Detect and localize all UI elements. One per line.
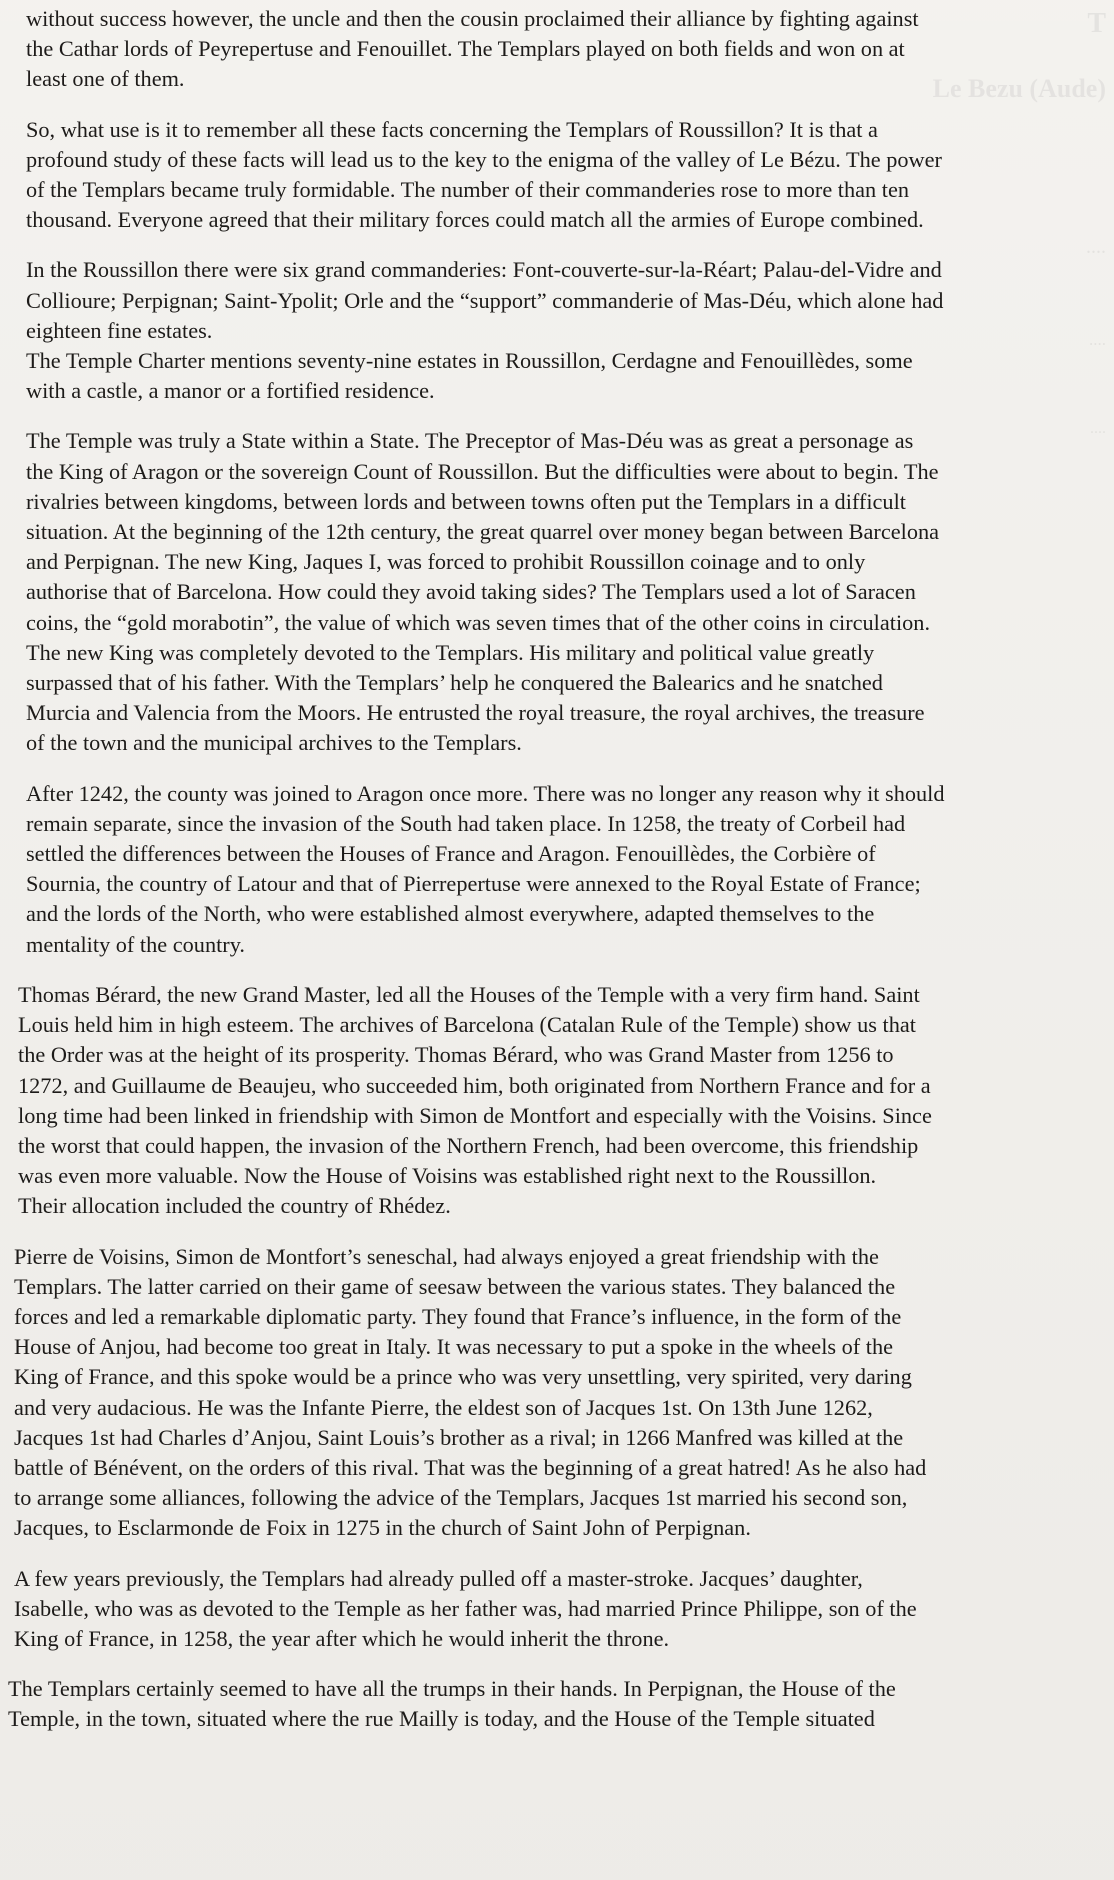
- text-line: So, what use is it to remember all these facts concerning the Templars of Roussillon? It is that a: [26, 116, 878, 142]
- text-line: coins, the “gold morabotin”, the value of which was seven times that of the other coins in circulation.: [26, 609, 931, 635]
- paragraph-5: [26, 779, 1110, 960]
- text-line: Jacques 1st had Charles d’Anjou, Saint Louis’s brother as a rival; in 1266 Manfred was killed at the: [14, 1424, 904, 1450]
- paragraph-1: [26, 4, 1110, 95]
- paragraph-gap: [6, 95, 1110, 115]
- text-line: Templars. The latter carried on their game of seesaw between the various states. They balanced the: [14, 1273, 896, 1299]
- text-line: thousand. Everyone agreed that their military forces could match all the armies of Europe combined.: [26, 207, 924, 233]
- paragraph-4: [26, 426, 1110, 758]
- text-line: Pierre de Voisins, Simon de Montfort’s seneschal, had always enjoyed a great friendship with the: [14, 1243, 879, 1269]
- text-line: The new King was completely devoted to the Templars. His military and political value greatly: [26, 639, 875, 665]
- text-line: surpassed that of his father. With the Templars’ help he conquered the Balearics and he snatched: [26, 670, 883, 696]
- bleed-through-line: T: [1087, 8, 1106, 39]
- paragraph-gap: [6, 1544, 1110, 1564]
- text-line: the Order was at the height of its prosperity. Thomas Bérard, who was Grand Master from 1256 to: [18, 1042, 894, 1068]
- text-line: Temple, in the town, situated where the rue Mailly is today, and the House of the Temple situated: [8, 1706, 875, 1732]
- text-line: House of Anjou, had become too great in Italy. It was necessary to put a spoke in the wheels of the: [14, 1334, 894, 1360]
- text-line: The Temple Charter mentions seventy-nine estates in Roussillon, Cerdagne and Fenouillèdes, some: [26, 348, 913, 374]
- paragraph-9: [8, 1674, 1110, 1734]
- text-line: Thomas Bérard, the new Grand Master, led all the Houses of the Temple with a very firm hand. Saint: [18, 981, 920, 1007]
- text-line: authorise that of Barcelona. How could they avoid taking sides? The Templars used a lot of Saracen: [26, 579, 916, 605]
- text-line: to arrange some alliances, following the advice of the Templars, Jacques 1st married his second son,: [14, 1485, 908, 1511]
- paragraph-gap: [6, 1222, 1110, 1242]
- text-line: settled the differences between the Houses of France and Aragon. Fenouillèdes, the Corbière of: [26, 841, 876, 867]
- text-line: Their allocation included the country of Rhédez.: [18, 1193, 451, 1219]
- text-line: The Templars certainly seemed to have all the trumps in their hands. In Perpignan, the House of the: [8, 1676, 896, 1702]
- text-line: Louis held him in high esteem. The archives of Barcelona (Catalan Rule of the Temple) show us that: [18, 1012, 916, 1038]
- text-line: battle of Bénévent, on the orders of this rival. That was the beginning of a great hatred! As he also had: [14, 1454, 927, 1480]
- text-line: the Cathar lords of Peyrepertuse and Fenouillet. The Templars played on both fields and won on at: [26, 36, 905, 62]
- text-line: eighteen fine estates.: [26, 317, 213, 343]
- text-line: Murcia and Valencia from the Moors. He entrusted the royal treasure, the royal archives, the treasure: [26, 700, 925, 726]
- text-line: and Perpignan. The new King, Jaques I, was forced to prohibit Roussillon coinage and to only: [26, 549, 866, 575]
- text-line: without success however, the uncle and then the cousin proclaimed their alliance by fighting against: [26, 6, 919, 31]
- text-line: of the town and the municipal archives to the Templars.: [26, 730, 522, 756]
- text-line: was even more valuable. Now the House of Voisins was established right next to the Roussillon.: [18, 1163, 877, 1189]
- document-body: [6, 4, 1110, 1735]
- paragraph-3: [26, 255, 1110, 406]
- text-line: situation. At the beginning of the 12th century, the great quarrel over money began between Barcelona: [26, 519, 940, 545]
- text-line: Sournia, the country of Latour and that of Pierrepertuse were annexed to the Royal Estate of France;: [26, 871, 921, 897]
- text-line: the King of Aragon or the sovereign Count of Roussillon. But the difficulties were about to begin. The: [26, 458, 939, 484]
- bleed-through-line: ....: [1089, 330, 1106, 349]
- paragraph-6: [18, 980, 1110, 1222]
- paragraph-gap: [6, 960, 1110, 980]
- paragraph-2: [26, 115, 1110, 236]
- text-line: of the Templars became truly formidable. The number of their commanderies rose to more than ten: [26, 177, 910, 203]
- text-line: 1272, and Guillaume de Beaujeu, who succeeded him, both originated from Northern France and for a: [18, 1072, 931, 1098]
- paragraph-7: [14, 1242, 1110, 1544]
- paragraph-gap: [6, 235, 1110, 255]
- text-line: The Temple was truly a State within a State. The Preceptor of Mas-Déu was as great a personage as: [26, 428, 914, 454]
- text-line: and the lords of the North, who were established almost everywhere, adapted themselves to the: [26, 901, 875, 927]
- paragraph-gap: [6, 759, 1110, 779]
- text-line: forces and led a remarkable diplomatic party. They found that France’s influence, in the form of the: [14, 1303, 902, 1329]
- text-line: Isabelle, who was as devoted to the Temple as her father was, had married Prince Philippe, son of the: [14, 1595, 917, 1621]
- bleed-through-line: ....: [1086, 236, 1106, 258]
- text-line: long time had been linked in friendship with Simon de Montfort and especially with the Voisins. Since: [18, 1102, 932, 1128]
- text-line: A few years previously, the Templars had already pulled off a master-stroke. Jacques’ daughter,: [14, 1565, 863, 1591]
- text-line: Collioure; Perpignan; Saint-Ypolit; Orle and the “support” commanderie of Mas-Déu, which alone had: [26, 287, 944, 313]
- text-line: with a castle, a manor or a fortified residence.: [26, 378, 435, 404]
- text-line: Jacques, to Esclarmonde de Foix in 1275 in the church of Saint John of Perpignan.: [14, 1515, 751, 1541]
- text-line: After 1242, the county was joined to Aragon once more. There was no longer any reason why it should: [26, 780, 945, 806]
- text-line: the worst that could happen, the invasion of the Northern French, had been overcome, this friendship: [18, 1132, 919, 1158]
- bleed-through-line: ....: [1090, 420, 1106, 437]
- text-line: and very audacious. He was the Infante Pierre, the eldest son of Jacques 1st. On 13th June 1262,: [14, 1394, 873, 1420]
- text-line: remain separate, since the invasion of the South had taken place. In 1258, the treaty of Corbeil had: [26, 810, 906, 836]
- bleed-through-line: Le Bezu (Aude): [932, 74, 1106, 103]
- paragraph-8: [14, 1564, 1110, 1655]
- text-line: rivalries between kingdoms, between lords and between towns often put the Templars in a difficult: [26, 488, 906, 514]
- paragraph-gap: [6, 406, 1110, 426]
- text-line: profound study of these facts will lead us to the key to the enigma of the valley of Le Bézu. The power: [26, 146, 942, 172]
- text-line: In the Roussillon there were six grand commanderies: Font-couverte-sur-la-Réart; Palau-del-Vidre and: [26, 257, 942, 283]
- text-line: mentality of the country.: [26, 931, 245, 957]
- text-line: King of France, in 1258, the year after which he would inherit the throne.: [14, 1625, 670, 1651]
- text-line: least one of them.: [26, 66, 185, 92]
- paragraph-gap: [6, 1654, 1110, 1674]
- text-line: King of France, and this spoke would be a prince who was very unsettling, very spirited, very daring: [14, 1364, 912, 1390]
